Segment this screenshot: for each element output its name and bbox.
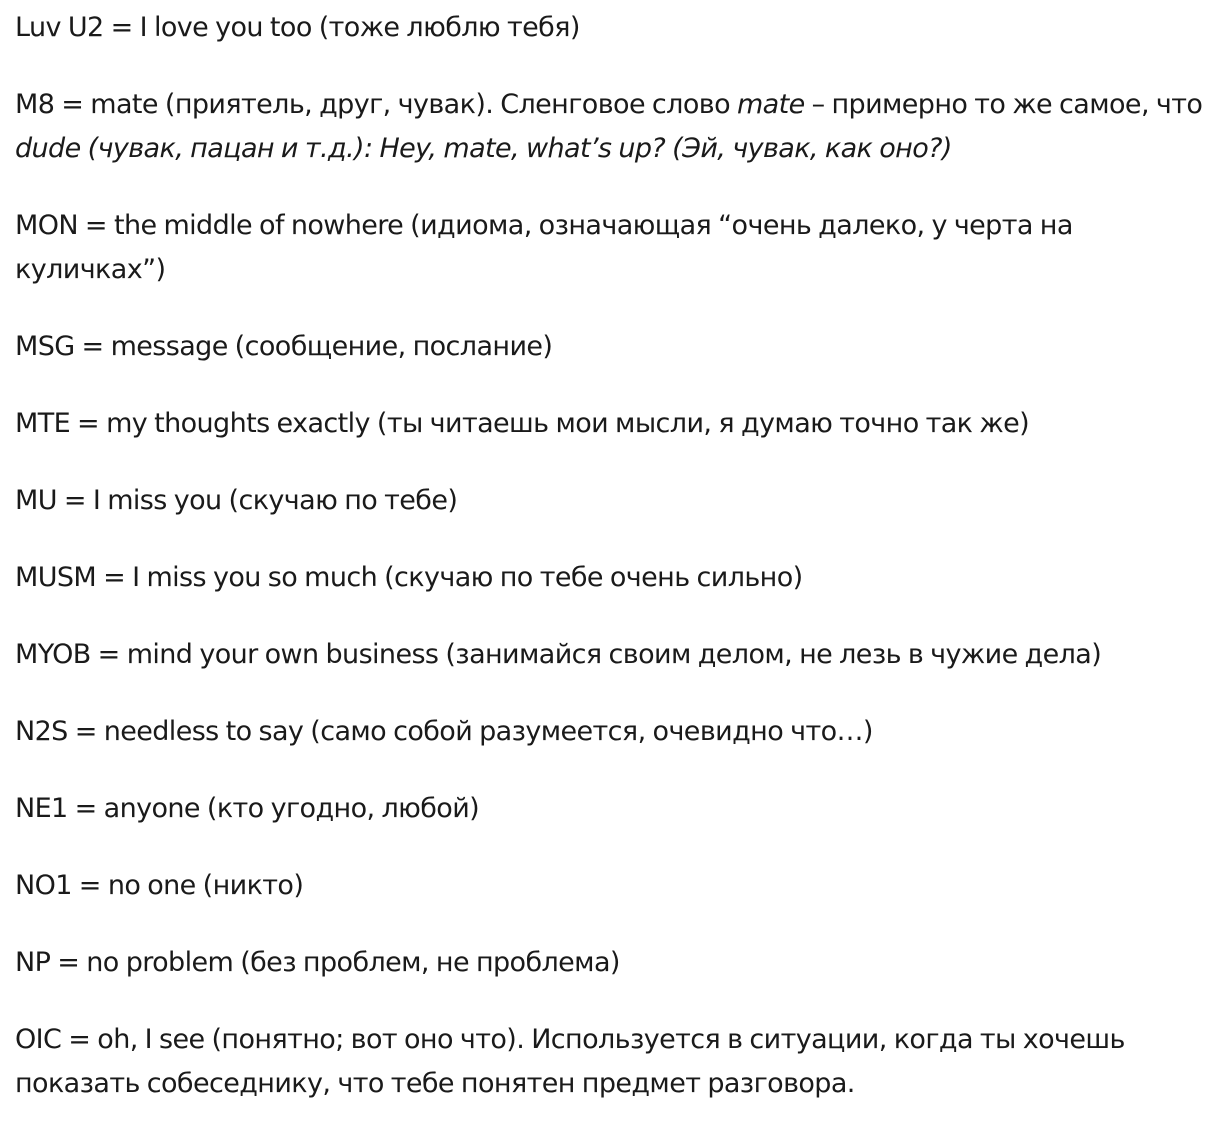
entry-italic-word: mate — [736, 89, 805, 120]
entry-term: NP — [15, 947, 51, 978]
entry-term: M8 — [15, 89, 55, 120]
entry-definition: needless to say (само собой разумеется, очевидно что…) — [103, 716, 873, 747]
entry-myob — [15, 633, 1215, 677]
entry-definition: mind your own business (занимайся своим делом, не лезь в чужие дела) — [126, 639, 1102, 670]
entry-term: OIC — [15, 1024, 62, 1055]
entry-term: MUSM — [15, 562, 97, 593]
entry-definition-continued: – примерно то же самое, что — [804, 89, 1203, 120]
entry-definition: I miss you (скучаю по тебе) — [92, 485, 458, 516]
entry-term: MSG — [15, 331, 75, 362]
entry-definition: no one (никто) — [107, 870, 304, 901]
entry-term: N2S — [15, 716, 68, 747]
entry-term: MYOB — [15, 639, 91, 670]
entry-term: NO1 — [15, 870, 72, 901]
entry-definition: I love you too (тоже люблю тебя) — [139, 12, 580, 43]
entry-definition: my thoughts exactly (ты читаешь мои мысли, я думаю точно так же) — [106, 408, 1030, 439]
entry-definition: anyone (кто угодно, любой) — [103, 793, 480, 824]
abbreviation-list — [15, 6, 1215, 1139]
entry-msg — [15, 325, 1215, 369]
entry-mte — [15, 402, 1215, 446]
entry-definition: no problem (без проблем, не проблема) — [86, 947, 620, 978]
entry-separator: = — [67, 716, 104, 747]
entry-m8 — [15, 83, 1215, 171]
entry-separator: = — [61, 1024, 98, 1055]
entry-mu — [15, 479, 1215, 523]
entry-separator: = — [54, 89, 91, 120]
entry-separator: = — [56, 485, 93, 516]
entry-separator: = — [67, 793, 104, 824]
entry-separator: = — [96, 562, 133, 593]
entry-definition: the middle of nowhere (идиома, означающая “очень далеко, у черта на куличках”) — [15, 210, 1073, 285]
entry-separator: = — [77, 210, 114, 241]
entry-no1 — [15, 864, 1215, 908]
entry-separator: = — [71, 870, 108, 901]
entry-n2s — [15, 710, 1215, 754]
entry-term: NE1 — [15, 793, 68, 824]
entry-definition: mate (приятель, друг, чувак). Сленговое слово — [90, 89, 737, 120]
entry-separator: = — [90, 639, 127, 670]
entry-mon — [15, 204, 1215, 292]
entry-luv-u2 — [15, 6, 1215, 50]
entry-definition: message (сообщение, послание) — [110, 331, 553, 362]
entry-italic-example: dude (чувак, пацан и т.д.): Hey, mate, what’s up? (Эй, чувак, как оно?) — [15, 133, 952, 164]
entry-term: Luv U2 — [15, 12, 104, 43]
entry-term: MTE — [15, 408, 71, 439]
entry-ne1 — [15, 787, 1215, 831]
entry-oic — [15, 1018, 1215, 1106]
entry-term: MU — [15, 485, 57, 516]
entry-separator: = — [50, 947, 87, 978]
entry-separator: = — [103, 12, 140, 43]
entry-separator: = — [74, 331, 111, 362]
entry-definition: I miss you so much (скучаю по тебе очень сильно) — [132, 562, 803, 593]
entry-musm — [15, 556, 1215, 600]
entry-separator: = — [70, 408, 107, 439]
entry-np — [15, 941, 1215, 985]
entry-term: MON — [15, 210, 78, 241]
entry-definition: oh, I see (понятно; вот оно что). Используется в ситуации, когда ты хочешь показать собеседнику, что тебе понятен предмет разговора. — [15, 1024, 1125, 1099]
